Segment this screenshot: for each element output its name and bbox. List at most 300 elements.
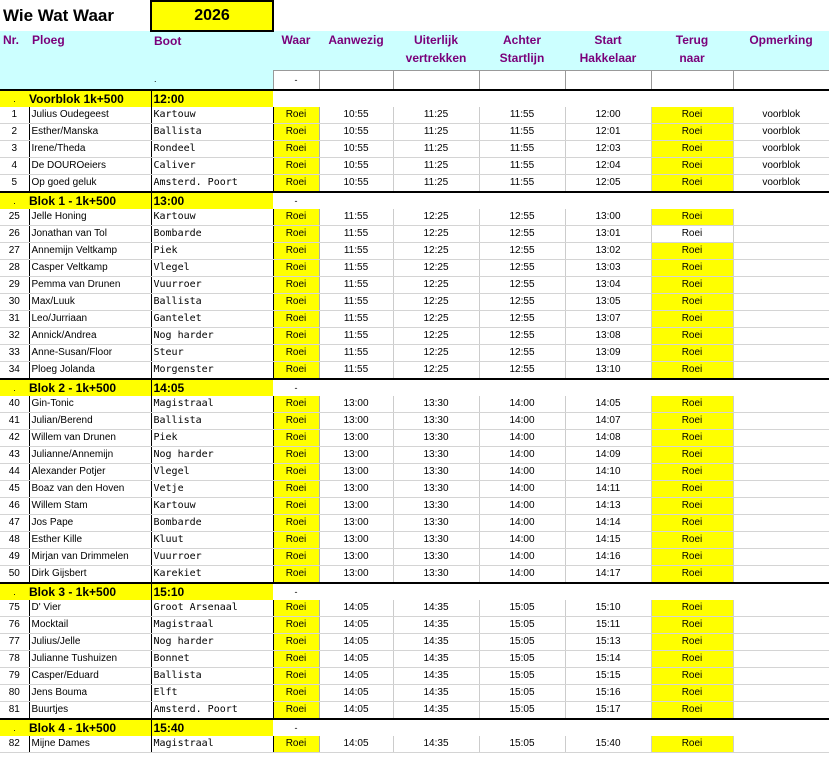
- cell-opmerking[interactable]: [733, 242, 829, 259]
- cell-aanwezig[interactable]: 13:00: [319, 463, 393, 480]
- cell-aanwezig[interactable]: 10:55: [319, 123, 393, 140]
- cell-aanwezig[interactable]: 11:55: [319, 276, 393, 293]
- cell-startlijn[interactable]: 15:05: [479, 701, 565, 719]
- cell-vertrekken[interactable]: 14:35: [393, 736, 479, 753]
- cell-terug[interactable]: Roei: [651, 396, 733, 413]
- cell-opmerking[interactable]: [733, 396, 829, 413]
- cell-waar[interactable]: Roei: [273, 429, 319, 446]
- cell-waar[interactable]: Roei: [273, 480, 319, 497]
- table-row[interactable]: [0, 701, 829, 719]
- cell-vertrekken[interactable]: 12:25: [393, 225, 479, 242]
- cell-boot[interactable]: Bonnet: [151, 650, 273, 667]
- cell-waar[interactable]: Roei: [273, 123, 319, 140]
- cell-nr[interactable]: 26: [0, 225, 29, 242]
- cell-waar[interactable]: Roei: [273, 463, 319, 480]
- cell-vertrekken[interactable]: 13:30: [393, 429, 479, 446]
- table-row[interactable]: [0, 276, 829, 293]
- cell-aanwezig[interactable]: 13:00: [319, 446, 393, 463]
- table-row[interactable]: [0, 497, 829, 514]
- cell-vertrekken[interactable]: 12:25: [393, 259, 479, 276]
- table-row[interactable]: [0, 361, 829, 379]
- cell-waar[interactable]: Roei: [273, 548, 319, 565]
- cell-aanwezig[interactable]: 14:05: [319, 684, 393, 701]
- cell-boot[interactable]: Gantelet: [151, 310, 273, 327]
- table-row[interactable]: [0, 446, 829, 463]
- cell-waar[interactable]: Roei: [273, 310, 319, 327]
- cell-vertrekken[interactable]: 13:30: [393, 548, 479, 565]
- cell-terug[interactable]: Roei: [651, 310, 733, 327]
- cell-opmerking[interactable]: [733, 344, 829, 361]
- cell-nr[interactable]: 32: [0, 327, 29, 344]
- cell-startlijn[interactable]: 12:55: [479, 344, 565, 361]
- cell-opmerking[interactable]: [733, 429, 829, 446]
- cell-hakkelaar[interactable]: 12:04: [565, 157, 651, 174]
- cell-boot[interactable]: Nog harder: [151, 327, 273, 344]
- cell-waar[interactable]: Roei: [273, 327, 319, 344]
- cell-vertrekken[interactable]: 12:25: [393, 361, 479, 379]
- cell-hakkelaar[interactable]: 13:03: [565, 259, 651, 276]
- cell-opmerking[interactable]: [733, 736, 829, 753]
- cell-waar[interactable]: Roei: [273, 736, 319, 753]
- cell-hakkelaar[interactable]: 14:11: [565, 480, 651, 497]
- cell-terug[interactable]: Roei: [651, 600, 733, 617]
- cell-startlijn[interactable]: 15:05: [479, 600, 565, 617]
- cell-startlijn[interactable]: 12:55: [479, 361, 565, 379]
- cell-waar[interactable]: Roei: [273, 514, 319, 531]
- cell-terug[interactable]: Roei: [651, 497, 733, 514]
- cell-aanwezig[interactable]: 14:05: [319, 667, 393, 684]
- table-row[interactable]: [0, 344, 829, 361]
- cell-vertrekken[interactable]: 11:25: [393, 157, 479, 174]
- cell-nr[interactable]: 82: [0, 736, 29, 753]
- cell-boot[interactable]: Ballista: [151, 667, 273, 684]
- block-label[interactable]: Blok 4 - 1k+500: [29, 719, 151, 736]
- table-row[interactable]: [0, 242, 829, 259]
- cell-aanwezig[interactable]: 14:05: [319, 616, 393, 633]
- cell-terug[interactable]: Roei: [651, 446, 733, 463]
- year-cell[interactable]: 2026: [151, 1, 273, 31]
- cell-aanwezig[interactable]: 14:05: [319, 701, 393, 719]
- cell-aanwezig[interactable]: 13:00: [319, 565, 393, 583]
- cell-startlijn[interactable]: 15:05: [479, 667, 565, 684]
- cell-boot[interactable]: Amsterd. Poort: [151, 174, 273, 192]
- cell-waar[interactable]: Roei: [273, 396, 319, 413]
- cell-boot[interactable]: Elft: [151, 684, 273, 701]
- cell-startlijn[interactable]: 12:55: [479, 327, 565, 344]
- cell-aanwezig[interactable]: 11:55: [319, 361, 393, 379]
- cell-vertrekken[interactable]: 14:35: [393, 616, 479, 633]
- cell-waar[interactable]: Roei: [273, 616, 319, 633]
- cell-ploeg[interactable]: Esther Kille: [29, 531, 151, 548]
- cell-nr[interactable]: 4: [0, 157, 29, 174]
- cell-opmerking[interactable]: [733, 293, 829, 310]
- cell-ploeg[interactable]: Julianne/Annemijn: [29, 446, 151, 463]
- cell-nr[interactable]: 76: [0, 616, 29, 633]
- cell-terug[interactable]: Roei: [651, 327, 733, 344]
- cell-startlijn[interactable]: 14:00: [479, 548, 565, 565]
- cell-opmerking[interactable]: [733, 565, 829, 583]
- cell-vertrekken[interactable]: 11:25: [393, 123, 479, 140]
- cell-opmerking[interactable]: voorblok: [733, 123, 829, 140]
- cell-hakkelaar[interactable]: 15:17: [565, 701, 651, 719]
- table-row[interactable]: [0, 174, 829, 192]
- cell-waar[interactable]: Roei: [273, 446, 319, 463]
- table-row[interactable]: [0, 412, 829, 429]
- cell-ploeg[interactable]: Julian/Berend: [29, 412, 151, 429]
- cell-boot[interactable]: Magistraal: [151, 736, 273, 753]
- cell-nr[interactable]: 2: [0, 123, 29, 140]
- cell-nr[interactable]: 80: [0, 684, 29, 701]
- cell-aanwezig[interactable]: 11:55: [319, 310, 393, 327]
- cell-opmerking[interactable]: [733, 310, 829, 327]
- cell-terug[interactable]: Roei: [651, 429, 733, 446]
- table-row[interactable]: [0, 600, 829, 617]
- cell-aanwezig[interactable]: 13:00: [319, 412, 393, 429]
- cell-terug[interactable]: Roei: [651, 684, 733, 701]
- cell-nr[interactable]: 48: [0, 531, 29, 548]
- table-row[interactable]: [0, 480, 829, 497]
- cell-vertrekken[interactable]: 12:25: [393, 344, 479, 361]
- cell-hakkelaar[interactable]: 13:10: [565, 361, 651, 379]
- cell-waar[interactable]: Roei: [273, 667, 319, 684]
- cell-boot[interactable]: Vuurroer: [151, 548, 273, 565]
- cell-aanwezig[interactable]: 11:55: [319, 225, 393, 242]
- cell-startlijn[interactable]: 14:00: [479, 396, 565, 413]
- cell-ploeg[interactable]: D' Vier: [29, 600, 151, 617]
- block-time[interactable]: 15:40: [151, 719, 273, 736]
- cell-vertrekken[interactable]: 13:30: [393, 480, 479, 497]
- cell-vertrekken[interactable]: 11:25: [393, 174, 479, 192]
- cell-aanwezig[interactable]: 11:55: [319, 293, 393, 310]
- table-row[interactable]: [0, 514, 829, 531]
- table-row[interactable]: [0, 327, 829, 344]
- table-row[interactable]: [0, 650, 829, 667]
- cell-opmerking[interactable]: [733, 361, 829, 379]
- cell-boot[interactable]: Kartouw: [151, 107, 273, 124]
- cell-boot[interactable]: Ballista: [151, 412, 273, 429]
- table-row[interactable]: [0, 107, 829, 124]
- cell-boot[interactable]: Bombarde: [151, 225, 273, 242]
- cell-ploeg[interactable]: Jonathan van Tol: [29, 225, 151, 242]
- cell-startlijn[interactable]: 11:55: [479, 107, 565, 124]
- cell-waar[interactable]: Roei: [273, 107, 319, 124]
- cell-ploeg[interactable]: Irene/Theda: [29, 140, 151, 157]
- cell-hakkelaar[interactable]: 14:08: [565, 429, 651, 446]
- cell-hakkelaar[interactable]: 14:15: [565, 531, 651, 548]
- cell-vertrekken[interactable]: 14:35: [393, 701, 479, 719]
- cell-boot[interactable]: Magistraal: [151, 396, 273, 413]
- cell-nr[interactable]: 3: [0, 140, 29, 157]
- cell-waar[interactable]: Roei: [273, 293, 319, 310]
- cell-boot[interactable]: Vuurroer: [151, 276, 273, 293]
- cell-terug[interactable]: Roei: [651, 242, 733, 259]
- cell-ploeg[interactable]: Mocktail: [29, 616, 151, 633]
- cell-aanwezig[interactable]: 14:05: [319, 600, 393, 617]
- cell-hakkelaar[interactable]: 13:05: [565, 293, 651, 310]
- table-row[interactable]: [0, 736, 829, 753]
- cell-aanwezig[interactable]: 11:55: [319, 327, 393, 344]
- cell-startlijn[interactable]: 14:00: [479, 429, 565, 446]
- cell-terug[interactable]: Roei: [651, 616, 733, 633]
- cell-nr[interactable]: 41: [0, 412, 29, 429]
- cell-waar[interactable]: Roei: [273, 497, 319, 514]
- cell-vertrekken[interactable]: 14:35: [393, 633, 479, 650]
- cell-nr[interactable]: 34: [0, 361, 29, 379]
- cell-aanwezig[interactable]: 13:00: [319, 396, 393, 413]
- cell-nr[interactable]: 28: [0, 259, 29, 276]
- cell-hakkelaar[interactable]: 15:14: [565, 650, 651, 667]
- cell-ploeg[interactable]: Gin-Tonic: [29, 396, 151, 413]
- cell-startlijn[interactable]: 14:00: [479, 446, 565, 463]
- cell-ploeg[interactable]: Willem van Drunen: [29, 429, 151, 446]
- cell-ploeg[interactable]: Pemma van Drunen: [29, 276, 151, 293]
- cell-waar[interactable]: Roei: [273, 276, 319, 293]
- cell-hakkelaar[interactable]: 13:02: [565, 242, 651, 259]
- cell-terug[interactable]: Roei: [651, 565, 733, 583]
- cell-vertrekken[interactable]: 13:30: [393, 446, 479, 463]
- cell-waar[interactable]: Roei: [273, 225, 319, 242]
- cell-nr[interactable]: 78: [0, 650, 29, 667]
- cell-ploeg[interactable]: Julius/Jelle: [29, 633, 151, 650]
- cell-aanwezig[interactable]: 10:55: [319, 174, 393, 192]
- cell-hakkelaar[interactable]: 12:00: [565, 107, 651, 124]
- table-row[interactable]: [0, 565, 829, 583]
- cell-ploeg[interactable]: Annick/Andrea: [29, 327, 151, 344]
- cell-hakkelaar[interactable]: 15:16: [565, 684, 651, 701]
- cell-ploeg[interactable]: Casper/Eduard: [29, 667, 151, 684]
- cell-waar[interactable]: Roei: [273, 140, 319, 157]
- cell-vertrekken[interactable]: 13:30: [393, 396, 479, 413]
- cell-nr[interactable]: 31: [0, 310, 29, 327]
- cell-hakkelaar[interactable]: 14:05: [565, 396, 651, 413]
- cell-boot[interactable]: Kluut: [151, 531, 273, 548]
- block-label[interactable]: Blok 3 - 1k+500: [29, 583, 151, 600]
- cell-opmerking[interactable]: [733, 514, 829, 531]
- cell-aanwezig[interactable]: 10:55: [319, 107, 393, 124]
- cell-boot[interactable]: Ballista: [151, 123, 273, 140]
- cell-boot[interactable]: Steur: [151, 344, 273, 361]
- cell-hakkelaar[interactable]: 12:05: [565, 174, 651, 192]
- cell-vertrekken[interactable]: 13:30: [393, 497, 479, 514]
- cell-ploeg[interactable]: Julianne Tushuizen: [29, 650, 151, 667]
- table-row[interactable]: [0, 123, 829, 140]
- block-waar-dash[interactable]: -: [273, 192, 319, 209]
- table-row[interactable]: [0, 157, 829, 174]
- cell-opmerking[interactable]: voorblok: [733, 140, 829, 157]
- cell-opmerking[interactable]: [733, 531, 829, 548]
- cell-waar[interactable]: Roei: [273, 157, 319, 174]
- cell-vertrekken[interactable]: 12:25: [393, 209, 479, 226]
- cell-opmerking[interactable]: [733, 446, 829, 463]
- cell-boot[interactable]: Amsterd. Poort: [151, 701, 273, 719]
- cell-vertrekken[interactable]: 14:35: [393, 600, 479, 617]
- cell-startlijn[interactable]: 15:05: [479, 736, 565, 753]
- cell-nr[interactable]: 46: [0, 497, 29, 514]
- cell-aanwezig[interactable]: 10:55: [319, 157, 393, 174]
- cell-nr[interactable]: 33: [0, 344, 29, 361]
- cell-opmerking[interactable]: voorblok: [733, 174, 829, 192]
- cell-hakkelaar[interactable]: 14:10: [565, 463, 651, 480]
- cell-terug[interactable]: Roei: [651, 701, 733, 719]
- cell-ploeg[interactable]: Jelle Honing: [29, 209, 151, 226]
- cell-opmerking[interactable]: [733, 259, 829, 276]
- table-row[interactable]: [0, 140, 829, 157]
- cell-vertrekken[interactable]: 13:30: [393, 565, 479, 583]
- cell-nr[interactable]: 47: [0, 514, 29, 531]
- cell-startlijn[interactable]: 14:00: [479, 514, 565, 531]
- cell-waar[interactable]: Roei: [273, 531, 319, 548]
- cell-boot[interactable]: Groot Arsenaal: [151, 600, 273, 617]
- cell-boot[interactable]: Nog harder: [151, 446, 273, 463]
- cell-opmerking[interactable]: voorblok: [733, 107, 829, 124]
- cell-aanwezig[interactable]: 11:55: [319, 209, 393, 226]
- cell-waar[interactable]: Roei: [273, 650, 319, 667]
- cell-aanwezig[interactable]: 13:00: [319, 531, 393, 548]
- cell-aanwezig[interactable]: 13:00: [319, 548, 393, 565]
- cell-ploeg[interactable]: Mirjan van Drimmelen: [29, 548, 151, 565]
- cell-aanwezig[interactable]: 13:00: [319, 429, 393, 446]
- cell-hakkelaar[interactable]: 13:09: [565, 344, 651, 361]
- cell-vertrekken[interactable]: 11:25: [393, 140, 479, 157]
- table-row[interactable]: [0, 293, 829, 310]
- cell-hakkelaar[interactable]: 13:04: [565, 276, 651, 293]
- cell-terug[interactable]: Roei: [651, 225, 733, 242]
- cell-ploeg[interactable]: Casper Veltkamp: [29, 259, 151, 276]
- table-row[interactable]: [0, 667, 829, 684]
- cell-startlijn[interactable]: 14:00: [479, 531, 565, 548]
- cell-boot[interactable]: Ballista: [151, 293, 273, 310]
- table-row[interactable]: [0, 310, 829, 327]
- cell-waar[interactable]: Roei: [273, 361, 319, 379]
- cell-ploeg[interactable]: Julius Oudegeest: [29, 107, 151, 124]
- cell-opmerking[interactable]: [733, 209, 829, 226]
- cell-boot[interactable]: Vlegel: [151, 259, 273, 276]
- cell-aanwezig[interactable]: 10:55: [319, 140, 393, 157]
- cell-boot[interactable]: Nog harder: [151, 633, 273, 650]
- cell-hakkelaar[interactable]: 15:10: [565, 600, 651, 617]
- cell-boot[interactable]: Magistraal: [151, 616, 273, 633]
- cell-opmerking[interactable]: voorblok: [733, 157, 829, 174]
- cell-opmerking[interactable]: [733, 650, 829, 667]
- cell-boot[interactable]: Rondeel: [151, 140, 273, 157]
- cell-startlijn[interactable]: 11:55: [479, 123, 565, 140]
- cell-hakkelaar[interactable]: 14:16: [565, 548, 651, 565]
- cell-vertrekken[interactable]: 12:25: [393, 310, 479, 327]
- subheader-waar-dash[interactable]: -: [273, 70, 319, 90]
- cell-startlijn[interactable]: 14:00: [479, 565, 565, 583]
- cell-nr[interactable]: 44: [0, 463, 29, 480]
- cell-opmerking[interactable]: [733, 225, 829, 242]
- cell-hakkelaar[interactable]: 13:01: [565, 225, 651, 242]
- cell-boot[interactable]: Kartouw: [151, 209, 273, 226]
- cell-boot[interactable]: Vlegel: [151, 463, 273, 480]
- cell-nr[interactable]: 49: [0, 548, 29, 565]
- cell-opmerking[interactable]: [733, 548, 829, 565]
- cell-startlijn[interactable]: 12:55: [479, 310, 565, 327]
- cell-vertrekken[interactable]: 14:35: [393, 650, 479, 667]
- cell-terug[interactable]: Roei: [651, 209, 733, 226]
- cell-nr[interactable]: 81: [0, 701, 29, 719]
- cell-terug[interactable]: Roei: [651, 107, 733, 124]
- cell-ploeg[interactable]: Boaz van den Hoven: [29, 480, 151, 497]
- cell-terug[interactable]: Roei: [651, 157, 733, 174]
- cell-aanwezig[interactable]: 14:05: [319, 650, 393, 667]
- cell-hakkelaar[interactable]: 13:08: [565, 327, 651, 344]
- cell-hakkelaar[interactable]: 13:00: [565, 209, 651, 226]
- cell-startlijn[interactable]: 14:00: [479, 497, 565, 514]
- table-row[interactable]: [0, 429, 829, 446]
- block-time[interactable]: 12:00: [151, 90, 273, 107]
- cell-opmerking[interactable]: [733, 667, 829, 684]
- cell-nr[interactable]: 42: [0, 429, 29, 446]
- cell-ploeg[interactable]: Willem Stam: [29, 497, 151, 514]
- cell-terug[interactable]: Roei: [651, 174, 733, 192]
- block-time[interactable]: 15:10: [151, 583, 273, 600]
- cell-vertrekken[interactable]: 11:25: [393, 107, 479, 124]
- table-row[interactable]: [0, 225, 829, 242]
- cell-startlijn[interactable]: 12:55: [479, 242, 565, 259]
- table-row[interactable]: [0, 633, 829, 650]
- cell-terug[interactable]: Roei: [651, 259, 733, 276]
- cell-boot[interactable]: Vetje: [151, 480, 273, 497]
- cell-terug[interactable]: Roei: [651, 344, 733, 361]
- cell-nr[interactable]: 45: [0, 480, 29, 497]
- cell-startlijn[interactable]: 15:05: [479, 650, 565, 667]
- cell-terug[interactable]: Roei: [651, 633, 733, 650]
- block-waar-dash[interactable]: [273, 90, 319, 107]
- block-waar-dash[interactable]: -: [273, 583, 319, 600]
- block-time[interactable]: 14:05: [151, 379, 273, 396]
- table-row[interactable]: [0, 616, 829, 633]
- block-label[interactable]: Blok 2 - 1k+500: [29, 379, 151, 396]
- block-label[interactable]: Voorblok 1k+500: [29, 90, 151, 107]
- cell-opmerking[interactable]: [733, 616, 829, 633]
- cell-nr[interactable]: 29: [0, 276, 29, 293]
- cell-nr[interactable]: 40: [0, 396, 29, 413]
- table-row[interactable]: [0, 531, 829, 548]
- cell-boot[interactable]: Bombarde: [151, 514, 273, 531]
- cell-waar[interactable]: Roei: [273, 701, 319, 719]
- cell-ploeg[interactable]: Alexander Potjer: [29, 463, 151, 480]
- cell-vertrekken[interactable]: 12:25: [393, 327, 479, 344]
- cell-opmerking[interactable]: [733, 480, 829, 497]
- cell-ploeg[interactable]: Leo/Jurriaan: [29, 310, 151, 327]
- cell-startlijn[interactable]: 12:55: [479, 259, 565, 276]
- cell-vertrekken[interactable]: 12:25: [393, 293, 479, 310]
- cell-waar[interactable]: Roei: [273, 259, 319, 276]
- cell-vertrekken[interactable]: 14:35: [393, 684, 479, 701]
- cell-ploeg[interactable]: De DOUROeiers: [29, 157, 151, 174]
- cell-hakkelaar[interactable]: 12:01: [565, 123, 651, 140]
- cell-waar[interactable]: Roei: [273, 565, 319, 583]
- cell-aanwezig[interactable]: 11:55: [319, 344, 393, 361]
- cell-terug[interactable]: Roei: [651, 667, 733, 684]
- table-row[interactable]: [0, 463, 829, 480]
- cell-hakkelaar[interactable]: 15:11: [565, 616, 651, 633]
- cell-startlijn[interactable]: 15:05: [479, 633, 565, 650]
- block-waar-dash[interactable]: -: [273, 379, 319, 396]
- cell-terug[interactable]: Roei: [651, 361, 733, 379]
- cell-hakkelaar[interactable]: 13:07: [565, 310, 651, 327]
- cell-ploeg[interactable]: Buurtjes: [29, 701, 151, 719]
- cell-vertrekken[interactable]: 13:30: [393, 514, 479, 531]
- cell-startlijn[interactable]: 12:55: [479, 276, 565, 293]
- block-time[interactable]: 13:00: [151, 192, 273, 209]
- cell-ploeg[interactable]: Mijne Dames: [29, 736, 151, 753]
- cell-hakkelaar[interactable]: 14:14: [565, 514, 651, 531]
- cell-terug[interactable]: Roei: [651, 412, 733, 429]
- cell-waar[interactable]: Roei: [273, 633, 319, 650]
